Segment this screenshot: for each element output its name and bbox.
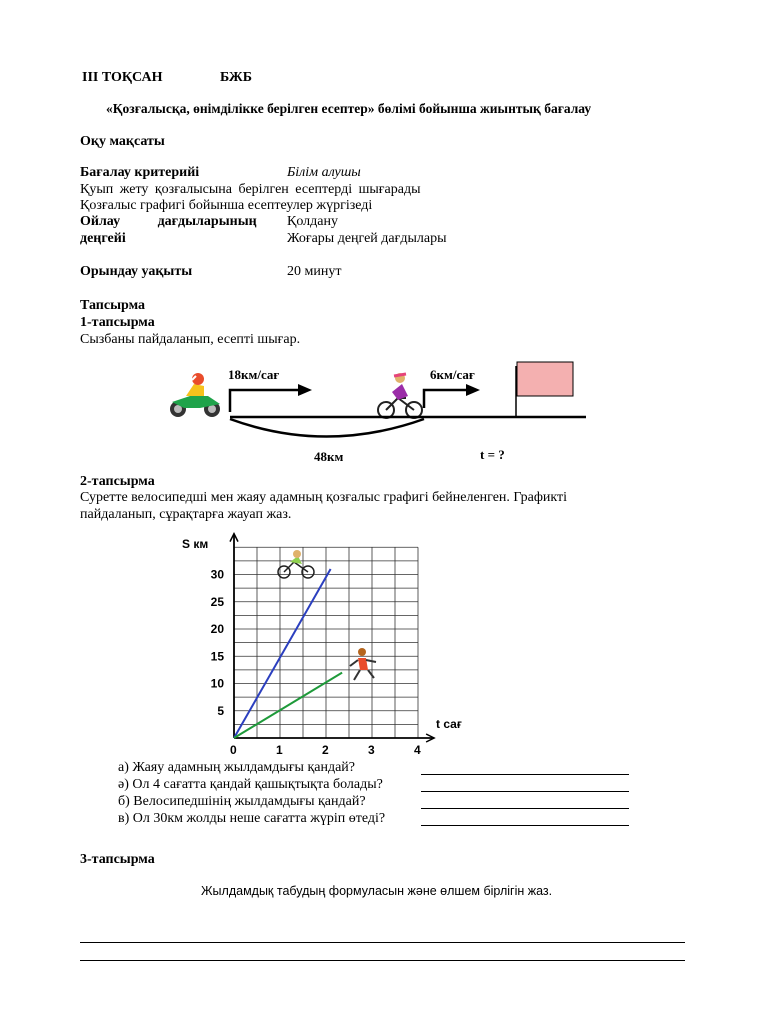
task2-text-line2: пайдаланып, сұрақтарға жауап жаз. <box>80 507 292 522</box>
task1-text: Сызбаны пайдаланып, есепті шығар. <box>80 332 301 347</box>
y-tick-label: 20 <box>210 622 224 636</box>
y-tick-label: 25 <box>210 594 224 609</box>
question-ae <box>118 777 383 793</box>
question-b <box>118 794 366 810</box>
distance-label: 48км <box>314 449 344 464</box>
x-tick-label: 3 <box>368 743 375 757</box>
time-value: 20 минут <box>287 264 342 279</box>
question-ae-text: ә) Ол 4 сағатта қандай қашықтықта болады? <box>118 777 383 792</box>
answer-line-2[interactable] <box>80 960 685 961</box>
question-v <box>118 811 385 827</box>
answer-line-v[interactable] <box>421 813 629 831</box>
task3-text: Жылдамдық табудың формуласын және өлшем бірлігін жаз. <box>201 884 553 898</box>
y-tick-label: 10 <box>210 676 224 691</box>
answer-line-a[interactable] <box>421 762 629 780</box>
task-heading: Тапсырма <box>80 298 146 313</box>
x-axis-label: t сағ <box>436 717 462 731</box>
question-v-text: в) Ол 30км жолды неше сағатта жүріп өтеді? <box>118 811 386 826</box>
y-axis-label: S км <box>182 537 209 551</box>
y-tick-label: 5 <box>217 703 224 718</box>
quarter-label: III ТОҚСАН <box>82 70 163 85</box>
speed-motorcycle-label: 18км/сағ <box>228 367 280 382</box>
cyclist-icon <box>378 373 422 418</box>
y-tick-label: 15 <box>210 649 224 664</box>
motorcycle-icon <box>170 373 220 417</box>
task1-title: 1-тапсырма <box>80 315 155 330</box>
answer-line-ae[interactable] <box>421 779 629 797</box>
task1-diagram <box>160 352 600 470</box>
thinking-value-1: Қолдану <box>287 214 338 229</box>
task2-title: 2-тапсырма <box>80 474 155 489</box>
motion-graph <box>170 530 480 758</box>
criteria-line-1: Қуып жету қозғалысына берілген есептерді шығарады <box>80 182 421 197</box>
series-line-1 <box>234 569 331 738</box>
question-a <box>118 760 355 776</box>
x-tick-label: 4 <box>414 743 421 757</box>
criteria-line-2: Қозғалыс графигі бойынша есептеулер жүргізеді <box>80 198 373 213</box>
task2-text-line1: Суретте велосипедші мен жаяу адамның қозғалыс графигі бейнеленген. Графикті <box>80 490 568 505</box>
chart-cyclist-icon <box>278 550 314 578</box>
y-tick-label: 30 <box>210 567 224 582</box>
speed-cyclist-label: 6км/сағ <box>430 367 475 382</box>
time-question-label: t = ? <box>480 447 505 462</box>
finish-flag-icon <box>516 362 573 416</box>
x-tick-label: 0 <box>230 743 237 757</box>
question-a-text: а) Жаяу адамның жылдамдығы қандай? <box>118 760 356 775</box>
question-b-text: б) Велосипедшінің жылдамдығы қандай? <box>118 794 366 809</box>
assessment-type: БЖБ <box>220 70 253 85</box>
objective-label: Оқу мақсаты <box>80 134 165 149</box>
thinking-value-2: Жоғары деңгей дағдылары <box>287 231 447 246</box>
criteria-value: Білім алушы <box>287 165 361 180</box>
x-tick-label: 2 <box>322 743 329 757</box>
page-title: «Қозғалысқа, өнімділікке берілген есептер» бөлімі бойынша жиынтық бағалау <box>106 101 592 116</box>
thinking-label <box>80 214 275 230</box>
thinking-label-line1: Ойлау дағдыларының <box>80 214 257 229</box>
thinking-label-line2: деңгейі <box>80 231 126 246</box>
answer-line-1[interactable] <box>80 942 685 943</box>
task3-title: 3-тапсырма <box>80 852 155 867</box>
time-label: Орындау уақыты <box>80 264 193 279</box>
answer-line-b[interactable] <box>421 796 629 814</box>
criteria-label: Бағалау критерийі <box>80 165 200 180</box>
x-tick-label: 1 <box>276 743 283 757</box>
